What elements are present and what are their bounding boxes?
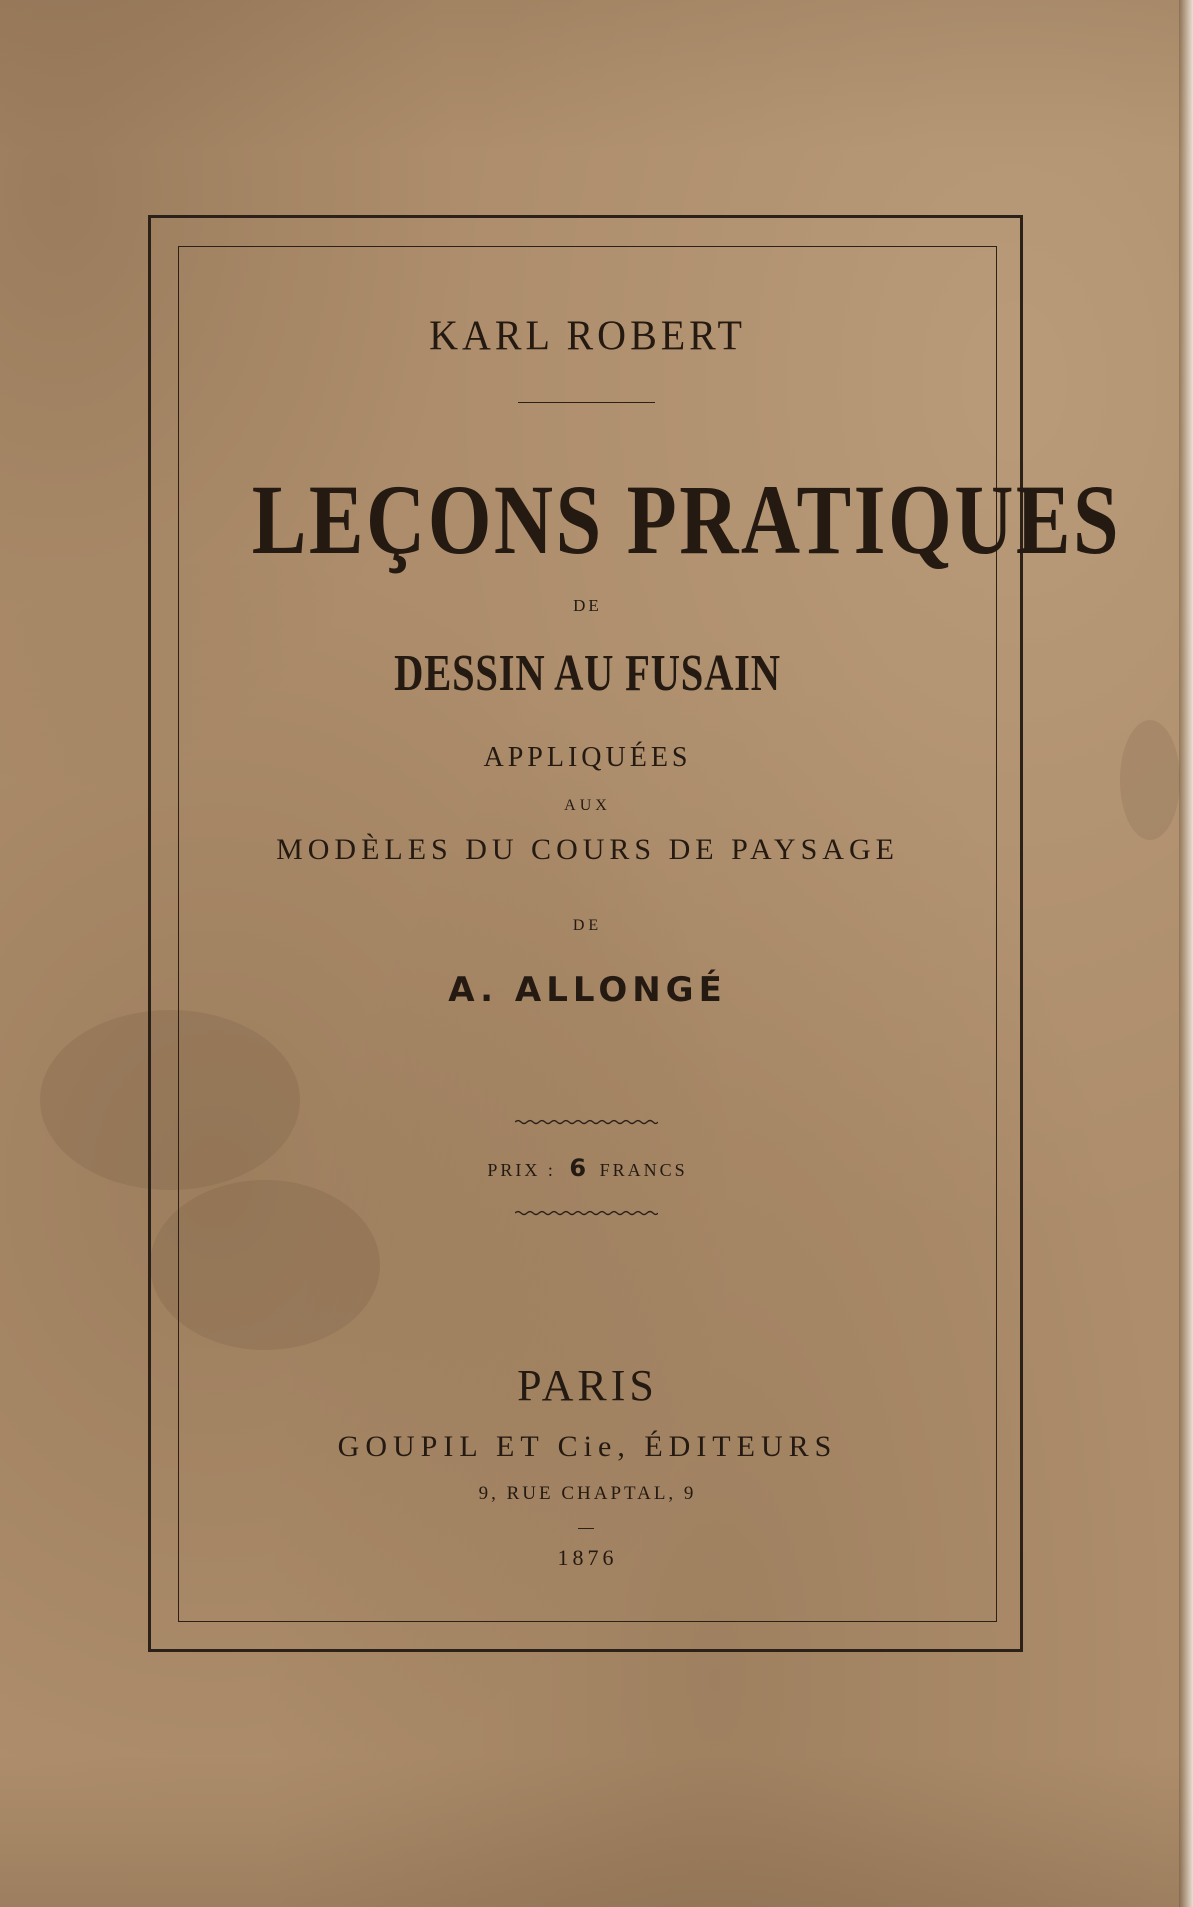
connector-aux: AUX bbox=[564, 797, 611, 814]
publication-city: PARIS bbox=[517, 1361, 658, 1410]
connector-de-2: DE bbox=[572, 917, 603, 934]
illustrator-name: A. ALLONGÉ bbox=[448, 970, 727, 1010]
publication-year: 1876 bbox=[557, 1545, 618, 1570]
author-name: KARL ROBERT bbox=[429, 311, 746, 360]
publisher-address: 9, RUE CHAPTAL, 9 bbox=[478, 1483, 697, 1504]
publisher-name: GOUPIL ET Cie, ÉDITEURS bbox=[337, 1430, 838, 1463]
wavy-rule-top bbox=[515, 1118, 658, 1126]
price-suffix: FRANCS bbox=[599, 1160, 688, 1180]
wavy-rule-bottom bbox=[515, 1209, 658, 1217]
water-stain bbox=[1120, 720, 1180, 840]
book-title: LEÇONS PRATIQUES bbox=[251, 464, 1122, 575]
small-dash bbox=[578, 1528, 594, 1529]
page-edge bbox=[1179, 0, 1193, 1907]
divider-rule bbox=[518, 402, 655, 403]
applied-label: APPLIQUÉES bbox=[483, 742, 692, 773]
price-line bbox=[178, 1154, 997, 1182]
price-prefix: PRIX : bbox=[487, 1160, 556, 1180]
price-amount: 6 bbox=[569, 1154, 587, 1182]
connector-de: DE bbox=[573, 596, 602, 615]
book-subtitle: DESSIN AU FUSAIN bbox=[394, 645, 781, 702]
models-line: MODÈLES DU COURS DE PAYSAGE bbox=[276, 833, 899, 866]
